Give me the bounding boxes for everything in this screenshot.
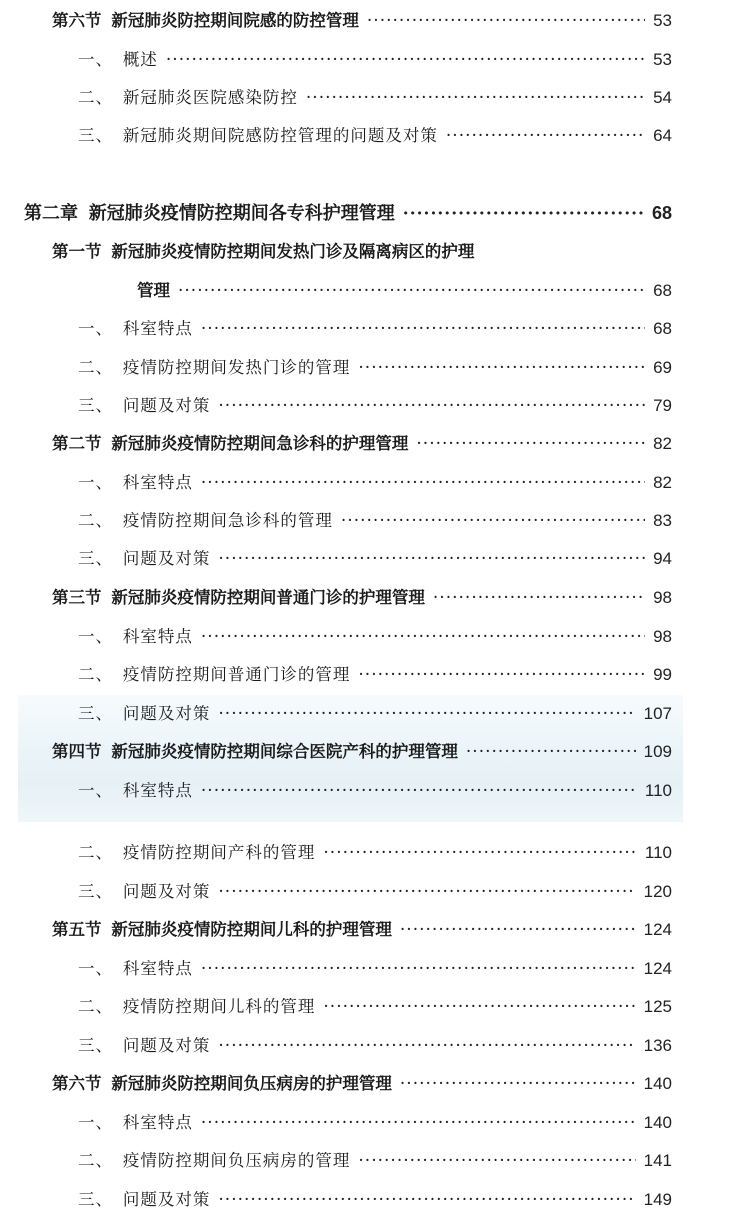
item-number: 三、 — [78, 396, 113, 415]
page-number: 82 — [653, 473, 672, 492]
leader-dots — [218, 703, 635, 725]
item-number: 二、 — [78, 997, 113, 1016]
page-number: 98 — [653, 588, 672, 607]
page-number: 53 — [653, 11, 672, 30]
page-number: 99 — [653, 665, 672, 684]
leader-dots — [218, 548, 645, 570]
toc-section-2[interactable] — [52, 433, 672, 455]
leader-dots — [446, 125, 645, 147]
leader-dots — [466, 741, 636, 763]
page-number: 68 — [653, 281, 672, 300]
item-title: 科室特点 — [122, 959, 193, 978]
page-number: 136 — [643, 1036, 672, 1055]
section-number: 第四节 — [52, 742, 102, 761]
page-number: 141 — [643, 1151, 672, 1170]
toc-item[interactable] — [78, 510, 672, 532]
item-title: 疫情防控期间发热门诊的管理 — [122, 358, 351, 377]
leader-dots — [358, 664, 645, 686]
item-title: 问题及对策 — [122, 704, 211, 723]
toc-item[interactable] — [78, 881, 672, 903]
item-number: 一、 — [78, 1113, 113, 1132]
chapter-title: 新冠肺炎疫情防控期间各专科护理管理 — [88, 203, 395, 224]
leader-dots — [323, 996, 635, 1018]
section-title: 新冠肺炎疫情防控期间急诊科的护理管理 — [111, 434, 409, 453]
section-number: 第二节 — [52, 434, 102, 453]
page-number: 68 — [651, 203, 672, 223]
page-number: 79 — [653, 396, 672, 415]
section-number: 第六节 — [52, 1074, 102, 1093]
item-number: 一、 — [78, 959, 113, 978]
leader-dots — [403, 203, 644, 225]
item-title: 问题及对策 — [122, 882, 211, 901]
item-title: 疫情防控期间急诊科的管理 — [122, 511, 333, 530]
item-number: 三、 — [78, 882, 113, 901]
section-title: 新冠肺炎疫情防控期间儿科的护理管理 — [111, 920, 392, 939]
leader-dots — [201, 958, 636, 980]
item-number: 一、 — [78, 50, 113, 69]
toc-section-4[interactable] — [52, 741, 672, 763]
leader-dots — [178, 280, 645, 302]
leader-dots — [367, 10, 645, 32]
item-title: 问题及对策 — [122, 1190, 211, 1209]
item-title: 问题及对策 — [122, 1036, 211, 1055]
item-title: 科室特点 — [122, 627, 193, 646]
toc-section-1[interactable] — [52, 241, 474, 263]
leader-dots — [218, 395, 645, 417]
leader-dots — [416, 433, 645, 455]
leader-dots — [218, 1189, 635, 1211]
toc-section-3[interactable] — [52, 587, 672, 609]
item-number: 三、 — [78, 704, 113, 723]
leader-dots — [306, 87, 645, 109]
toc-item[interactable] — [78, 125, 672, 147]
toc-section-prev-6[interactable] — [52, 10, 672, 32]
item-number: 二、 — [78, 511, 113, 530]
leader-dots — [400, 919, 636, 941]
page-number: 120 — [643, 882, 672, 901]
item-number: 一、 — [78, 627, 113, 646]
item-number: 三、 — [78, 549, 113, 568]
section-title: 新冠肺炎防控期间院感的防控管理 — [111, 11, 359, 30]
item-title: 问题及对策 — [122, 549, 211, 568]
page-number: 125 — [643, 997, 672, 1016]
item-title: 新冠肺炎期间院感防控管理的问题及对策 — [122, 126, 438, 145]
leader-dots — [201, 626, 645, 648]
toc-item[interactable] — [78, 842, 672, 864]
toc-item[interactable] — [78, 395, 672, 417]
page-number: 110 — [644, 843, 672, 862]
toc-item[interactable] — [78, 703, 672, 725]
item-title: 概述 — [122, 50, 158, 69]
item-title: 问题及对策 — [122, 396, 211, 415]
toc-item[interactable] — [78, 318, 672, 340]
leader-dots — [201, 780, 637, 802]
section-title: 新冠肺炎疫情防控期间综合医院产科的护理管理 — [111, 742, 458, 761]
toc-item[interactable] — [78, 357, 672, 379]
item-number: 二、 — [78, 88, 113, 107]
toc-item[interactable] — [78, 780, 672, 802]
toc-item[interactable] — [78, 49, 672, 71]
toc-section-6[interactable] — [52, 1073, 672, 1095]
page-number: 124 — [643, 959, 672, 978]
page-number: 109 — [643, 742, 672, 761]
toc-item[interactable] — [78, 472, 672, 494]
item-number: 三、 — [78, 1190, 113, 1209]
page-number: 140 — [643, 1113, 672, 1132]
leader-dots — [433, 587, 645, 609]
toc-chapter-2[interactable] — [24, 202, 672, 225]
page-number: 69 — [653, 358, 672, 377]
item-title: 科室特点 — [122, 319, 193, 338]
leader-dots — [323, 842, 637, 864]
leader-dots — [218, 1035, 635, 1057]
page-number: 98 — [653, 627, 672, 646]
toc-item[interactable] — [78, 548, 672, 570]
leader-dots — [218, 881, 635, 903]
item-title: 科室特点 — [122, 1113, 193, 1132]
leader-dots — [201, 318, 645, 340]
toc-item[interactable] — [78, 664, 672, 686]
section-title: 新冠肺炎疫情防控期间发热门诊及隔离病区的护理 — [111, 242, 475, 261]
leader-dots — [201, 1112, 636, 1134]
page-number: 68 — [653, 319, 672, 338]
page-number: 107 — [643, 704, 672, 723]
leader-dots — [358, 1150, 635, 1172]
item-title: 新冠肺炎医院感染防控 — [122, 88, 298, 107]
page-number: 53 — [653, 50, 672, 69]
section-number: 第六节 — [52, 11, 102, 30]
toc-item[interactable] — [78, 996, 672, 1018]
section-number: 第三节 — [52, 588, 102, 607]
toc-item[interactable] — [78, 87, 672, 109]
item-title: 疫情防控期间负压病房的管理 — [122, 1151, 351, 1170]
toc-item[interactable] — [78, 626, 672, 648]
toc-item[interactable] — [78, 1112, 672, 1134]
section-title: 新冠肺炎疫情防控期间普通门诊的护理管理 — [111, 588, 425, 607]
item-number: 二、 — [78, 665, 113, 684]
section-number: 第一节 — [52, 242, 102, 261]
leader-dots — [358, 357, 645, 379]
page-number: 83 — [653, 511, 672, 530]
page-number: 82 — [653, 434, 672, 453]
toc-item[interactable] — [78, 1035, 672, 1057]
item-title: 科室特点 — [122, 473, 193, 492]
page-number: 94 — [653, 549, 672, 568]
item-number: 二、 — [78, 843, 113, 862]
section-number: 第五节 — [52, 920, 102, 939]
leader-dots — [400, 1073, 636, 1095]
toc-item[interactable] — [78, 1150, 672, 1172]
item-number: 三、 — [78, 126, 113, 145]
leader-dots — [201, 472, 645, 494]
page-number: 54 — [653, 88, 672, 107]
section-title-continued: 管理 — [137, 281, 170, 300]
chapter-number: 第二章 — [24, 203, 78, 224]
page-number: 124 — [643, 920, 672, 939]
item-number: 二、 — [78, 1151, 113, 1170]
item-number: 二、 — [78, 358, 113, 377]
item-title: 疫情防控期间普通门诊的管理 — [122, 665, 351, 684]
leader-dots — [341, 510, 645, 532]
page-number: 149 — [643, 1190, 672, 1209]
section-title: 新冠肺炎防控期间负压病房的护理管理 — [111, 1074, 392, 1093]
toc-section-1-continued[interactable] — [137, 280, 672, 302]
item-title: 科室特点 — [122, 781, 193, 800]
item-number: 一、 — [78, 781, 113, 800]
toc-item[interactable] — [78, 1189, 672, 1211]
item-title: 疫情防控期间产科的管理 — [122, 843, 316, 862]
item-number: 一、 — [78, 473, 113, 492]
toc-item[interactable] — [78, 958, 672, 980]
toc-section-5[interactable] — [52, 919, 672, 941]
page-number: 140 — [643, 1074, 672, 1093]
page-number: 64 — [653, 126, 672, 145]
item-title: 疫情防控期间儿科的管理 — [122, 997, 316, 1016]
leader-dots — [166, 49, 645, 71]
item-number: 一、 — [78, 319, 113, 338]
item-number: 三、 — [78, 1036, 113, 1055]
page-number: 110 — [644, 781, 672, 800]
